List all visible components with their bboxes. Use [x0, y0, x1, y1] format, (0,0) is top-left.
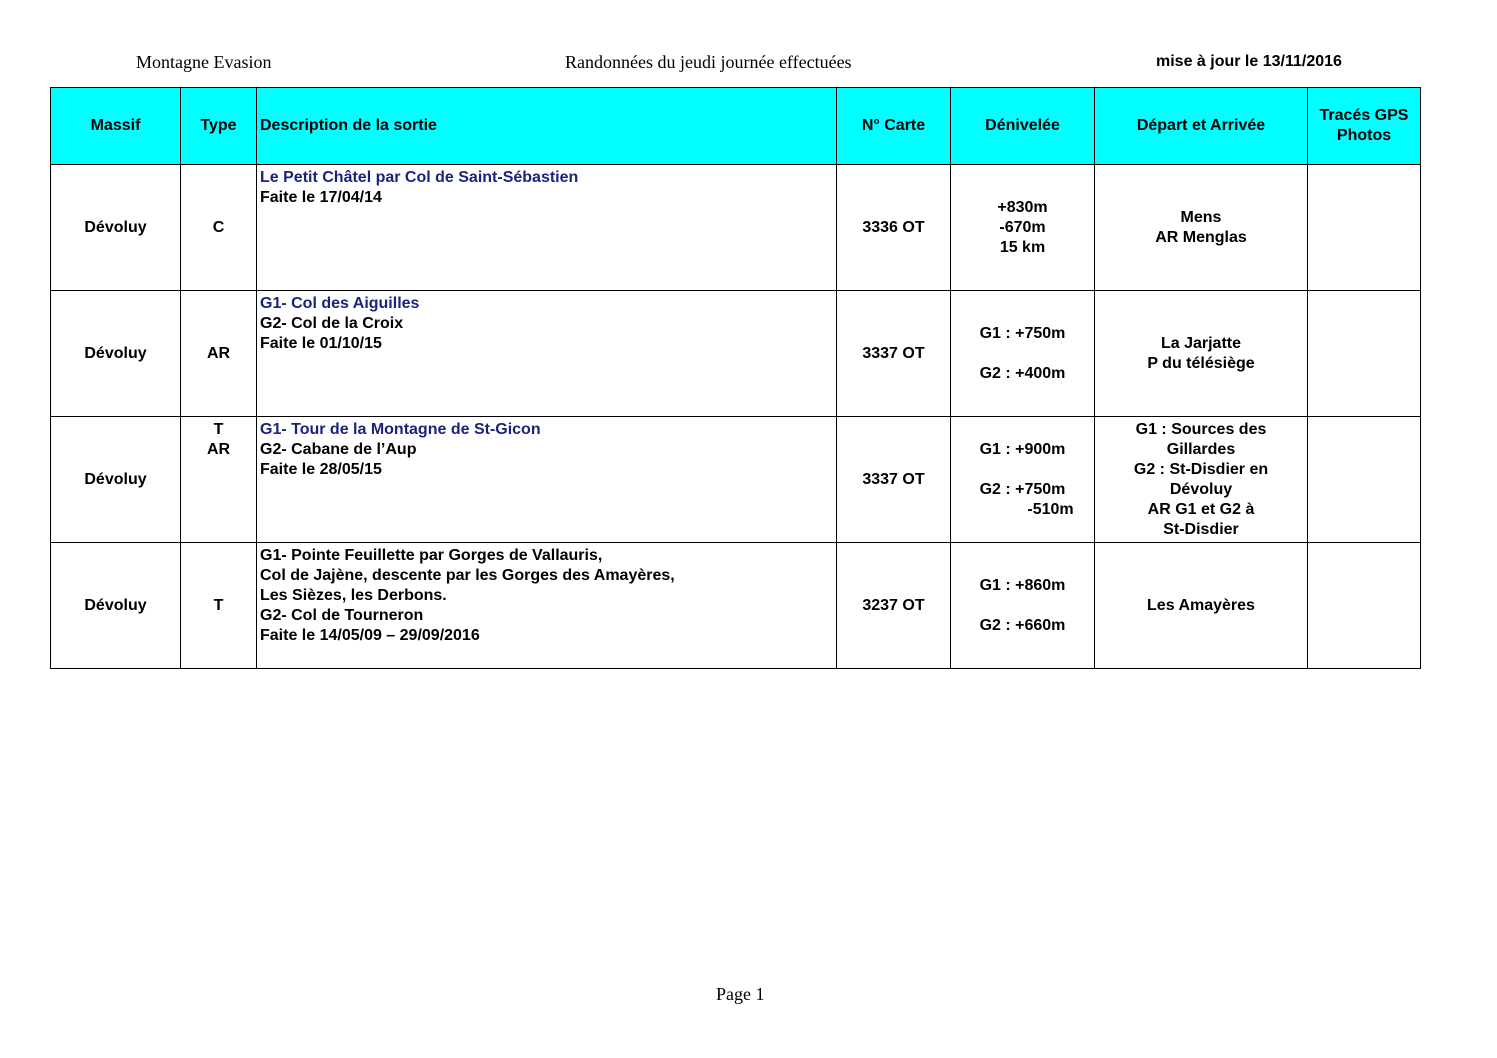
col-header-carte: N° Carte	[837, 88, 951, 165]
spacer	[951, 344, 1094, 364]
denivelee-line: G2 : +660m	[979, 616, 1066, 634]
cell-denivelee	[951, 417, 1095, 543]
depart-line: G1 : Sources des	[1135, 420, 1267, 438]
col-header-type: Type	[181, 88, 257, 165]
depart-line: St-Disdier	[1163, 520, 1239, 538]
description-line: Faite le 01/10/15	[260, 335, 382, 352]
description-line: Faite le 17/04/14	[260, 189, 382, 206]
col-header-gps-line2: Photos	[1336, 127, 1392, 144]
table-row	[51, 543, 1421, 669]
cell-description	[257, 417, 837, 543]
col-header-depart: Départ et Arrivée	[1095, 88, 1308, 165]
description-title: G1- Tour de la Montagne de St-Gicon	[260, 421, 541, 438]
type-line: AR	[206, 441, 231, 458]
description-title: G1- Col des Aiguilles	[260, 295, 420, 312]
spacer	[951, 596, 1094, 616]
description-line: Faite le 14/05/09 – 29/09/2016	[260, 627, 480, 644]
denivelee-line: G1 : +900m	[979, 440, 1066, 458]
depart-line: Gillardes	[1166, 440, 1236, 458]
table-row	[51, 417, 1421, 543]
document-title: Randonnées du jeudi journée effectuées	[565, 52, 852, 72]
spacer	[951, 460, 1094, 480]
type-line: AR	[206, 344, 231, 362]
type-line: C	[212, 218, 225, 236]
cell-depart	[1095, 417, 1308, 543]
denivelee-line: G1 : +750m	[979, 324, 1066, 342]
cell-type	[181, 543, 257, 669]
denivelee-line: 15 km	[999, 238, 1046, 256]
cell-type	[181, 291, 257, 417]
col-header-gps-line1: Tracés GPS	[1319, 107, 1409, 124]
cell-massif: Dévoluy	[51, 543, 181, 669]
depart-line: Les Amayères	[1147, 596, 1255, 614]
depart-line: Dévoluy	[1169, 480, 1233, 498]
table-row	[51, 165, 1421, 291]
cell-carte: 3237 OT	[837, 543, 951, 669]
cell-carte: 3336 OT	[837, 165, 951, 291]
cell-depart	[1095, 291, 1308, 417]
cell-description	[257, 543, 837, 669]
cell-denivelee	[951, 543, 1095, 669]
cell-gps	[1308, 417, 1421, 543]
depart-line: AR G1 et G2 à	[1147, 500, 1255, 518]
cell-depart	[1095, 543, 1308, 669]
cell-description	[257, 165, 837, 291]
table-row	[51, 291, 1421, 417]
description-line: Col de Jajène, descente par les Gorges des Amayères,	[260, 567, 675, 584]
description-line: G2- Cabane de l’Aup	[260, 441, 417, 458]
depart-line: Mens	[1180, 208, 1222, 226]
depart-line: G2 : St-Disdier en	[1133, 460, 1269, 478]
cell-type	[181, 165, 257, 291]
description-line: G1- Pointe Feuillette par Gorges de Vallauris,	[260, 547, 603, 564]
cell-massif: Dévoluy	[51, 417, 181, 543]
cell-gps	[1308, 291, 1421, 417]
cell-gps	[1308, 165, 1421, 291]
cell-denivelee	[951, 291, 1095, 417]
cell-massif: Dévoluy	[51, 165, 181, 291]
description-line: G2- Col de Tourneron	[260, 607, 424, 624]
cell-carte: 3337 OT	[837, 417, 951, 543]
cell-depart	[1095, 165, 1308, 291]
denivelee-line: G1 : +860m	[979, 576, 1066, 594]
page-number: Page 1	[716, 984, 765, 1004]
denivelee-line: G2 : +750m	[979, 480, 1066, 498]
depart-line: La Jarjatte	[1160, 334, 1242, 352]
cell-denivelee	[951, 165, 1095, 291]
description-line: Faite le 28/05/15	[260, 461, 382, 478]
denivelee-line: +830m	[997, 198, 1048, 216]
hikes-table	[50, 87, 1421, 669]
col-header-gps	[1308, 88, 1421, 165]
type-line: T	[213, 421, 224, 438]
col-header-description: Description de la sortie	[257, 88, 837, 165]
cell-massif: Dévoluy	[51, 291, 181, 417]
depart-line: P du télésiège	[1147, 354, 1255, 372]
cell-description	[257, 291, 837, 417]
denivelee-line: G2 : +400m	[979, 364, 1066, 382]
cell-carte: 3337 OT	[837, 291, 951, 417]
col-header-denivelee: Dénivelée	[951, 88, 1095, 165]
denivelee-line: -670m	[999, 218, 1046, 236]
cell-type	[181, 417, 257, 543]
denivelee-line: -510m	[1027, 500, 1074, 518]
table-header-row	[51, 88, 1421, 165]
description-line: Les Sièzes, les Derbons.	[260, 587, 447, 604]
depart-line: AR Menglas	[1155, 228, 1247, 246]
update-date: mise à jour le 13/11/2016	[1156, 53, 1342, 70]
col-header-massif: Massif	[51, 88, 181, 165]
description-line: G2- Col de la Croix	[260, 315, 404, 332]
type-line: T	[213, 596, 224, 614]
description-title: Le Petit Châtel par Col de Saint-Sébastien	[260, 169, 579, 186]
organization-name: Montagne Evasion	[136, 52, 272, 72]
cell-gps	[1308, 543, 1421, 669]
